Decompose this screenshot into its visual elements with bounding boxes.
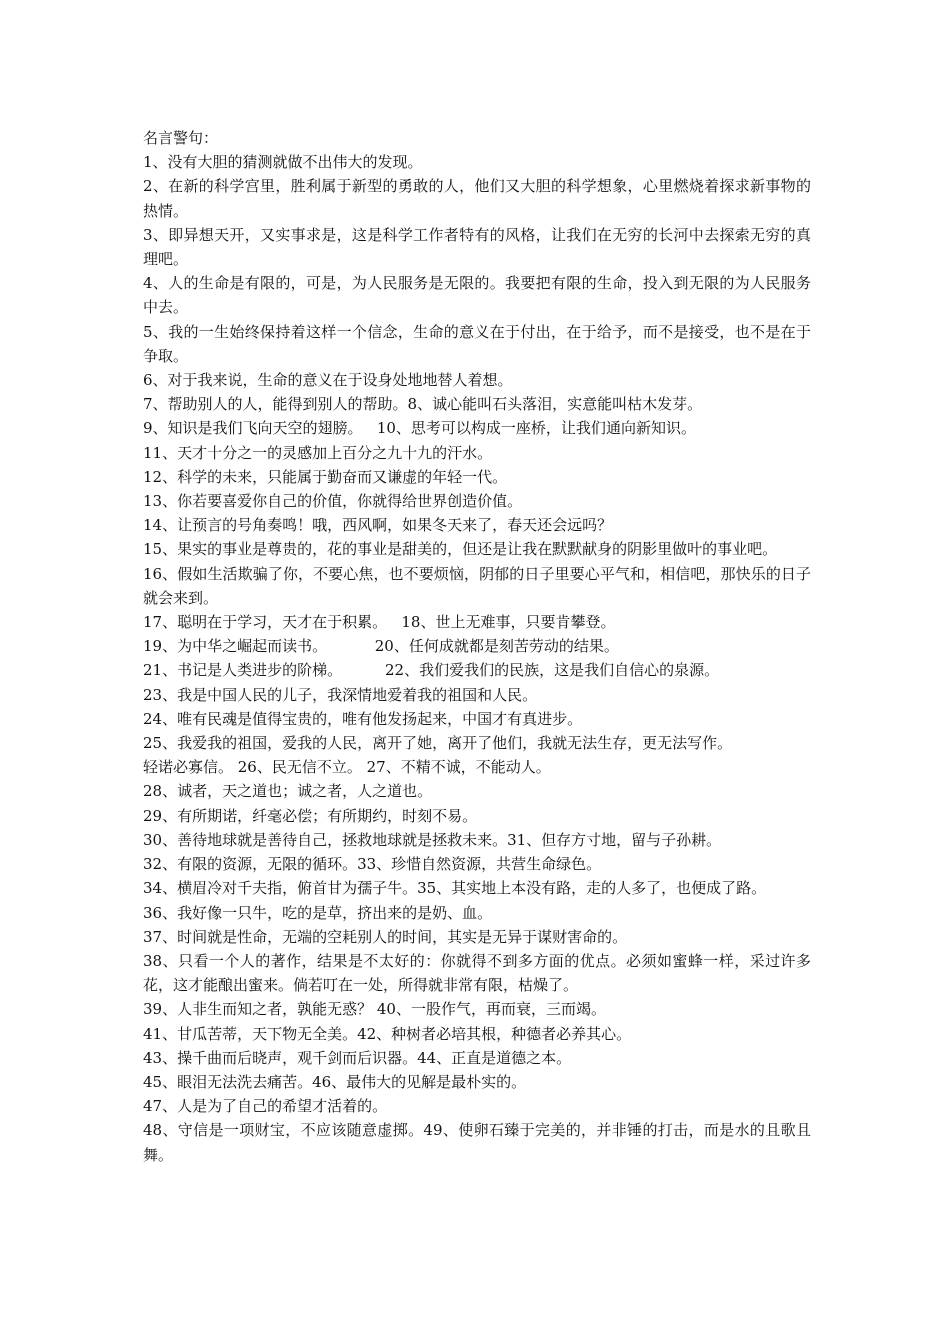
quote-line: 7、帮助别人的人，能得到别人的帮助。8、诚心能叫石头落泪，实意能叫枯木发芽。: [143, 395, 703, 414]
quote-line: 30、善待地球就是善待自己，拯救地球就是拯救未来。31、但存方寸地，留与子孙耕。: [143, 830, 722, 849]
quote-line: 轻诺必寡信。 26、民无信不立。 27、不精不诚，不能动人。: [143, 758, 551, 777]
quote-line: 11、天才十分之一的灵感加上百分之九十九的汗水。: [143, 443, 493, 462]
quote-line: 29、有所期诺，纤毫必偿；有所期约，时刻不易。: [143, 806, 478, 825]
quote-line: 13、你若要喜爱你自己的价值，你就得给世界创造价值。: [143, 492, 523, 511]
quote-line: 43、操千曲而后晓声，观千剑而后识器。44、正直是道德之本。: [143, 1048, 572, 1067]
quote-line: 23、我是中国人民的儿子，我深情地爱着我的祖国和人民。: [143, 685, 538, 704]
quote-line: 32、有限的资源，无限的循环。33、珍惜自然资源，共营生命绿色。: [143, 855, 602, 874]
quote-line: 45、眼泪无法洗去痛苦。46、最伟大的见解是最朴实的。: [143, 1072, 527, 1091]
quote-line: 19、为中华之崛起而读书。 20、任何成就都是刻苦劳动的结果。: [143, 637, 619, 656]
quote-line: 47、人是为了自己的希望才活着的。: [143, 1097, 388, 1116]
quote-line: 17、聪明在于学习，天才在于积累。 18、世上无难事，只要肯攀登。: [143, 613, 616, 632]
quote-line: 16、假如生活欺骗了你，不要心焦，也不要烦恼，阴郁的日子里要心平气和，相信吧，那快乐的日子就会来到。: [143, 564, 811, 607]
quote-line: 2、在新的科学宫里，胜利属于新型的勇敢的人，他们又大胆的科学想象，心里燃烧着探求新事物的热情。: [143, 177, 811, 220]
quote-line: 6、对于我来说，生命的意义在于设身处地地替人着想。: [143, 371, 513, 390]
quote-line: 1、没有大胆的猜测就做不出伟大的发现。: [143, 153, 423, 172]
quote-line: 41、甘瓜苦蒂，天下物无全美。42、种树者必培其根，种德者必养其心。: [143, 1024, 632, 1043]
quote-line: 14、让预言的号角奏鸣！哦，西风啊，如果冬天来了，春天还会远吗？: [143, 516, 613, 535]
quote-line: 12、科学的未来，只能属于勤奋而又谦虚的年轻一代。: [143, 467, 508, 486]
document-body: [143, 126, 811, 1167]
quote-line: 34、横眉冷对千夫指，俯首甘为孺子牛。35、其实地上本没有路，走的人多了，也便成了路。: [143, 879, 767, 898]
quote-line: 36、我好像一只牛，吃的是草，挤出来的是奶、血。: [143, 903, 493, 922]
quote-line: 28、诚者，天之道也；诚之者，人之道也。: [143, 782, 433, 801]
quote-line: 24、唯有民魂是值得宝贵的，唯有他发扬起来，中国才有真进步。: [143, 709, 583, 728]
quote-line: 9、知识是我们飞向天空的翅膀。 10、思考可以构成一座桥，让我们通向新知识。: [143, 419, 696, 438]
quote-line: 4、人的生命是有限的，可是，为人民服务是无限的。我要把有限的生命，投入到无限的为人民服务中去。: [143, 274, 811, 317]
quote-line: 21、书记是人类进步的阶梯。 22、我们爱我们的民族，这是我们自信心的泉源。: [143, 661, 720, 680]
quote-line: 39、人非生而知之者，孰能无惑？ 40、一股作气，再而衰，三而竭。: [143, 1000, 606, 1019]
quote-line: 37、时间就是性命，无端的空耗别人的时间，其实是无异于谋财害命的。: [143, 927, 628, 946]
quote-line: 38、只看一个人的著作，结果是不太好的：你就得不到多方面的优点。必须如蜜蜂一样，采过许多花，这才能酿出蜜来。倘若叮在一处，所得就非常有限，枯燥了。: [143, 951, 811, 995]
quote-line: 25、我爱我的祖国，爱我的人民，离开了她，离开了他们，我就无法生存，更无法写作。: [143, 734, 733, 753]
quote-line: 5、我的一生始终保持着这样一个信念，生命的意义在于付出，在于给予，而不是接受，也不是在于争取。: [143, 322, 811, 365]
quote-line: 48、守信是一项财宝，不应该随意虚掷。49、使卵石臻于完美的，并非锤的打击，而是水的且歌且舞。: [143, 1121, 811, 1164]
quote-line: 3、即异想天开，又实事求是，这是科学工作者特有的风格，让我们在无穷的长河中去探索无穷的真理吧。: [143, 225, 811, 269]
document-heading: 名言警句：: [143, 129, 219, 147]
quote-line: 15、果实的事业是尊贵的，花的事业是甜美的，但还是让我在默默献身的阴影里做叶的事业吧。: [143, 540, 778, 559]
